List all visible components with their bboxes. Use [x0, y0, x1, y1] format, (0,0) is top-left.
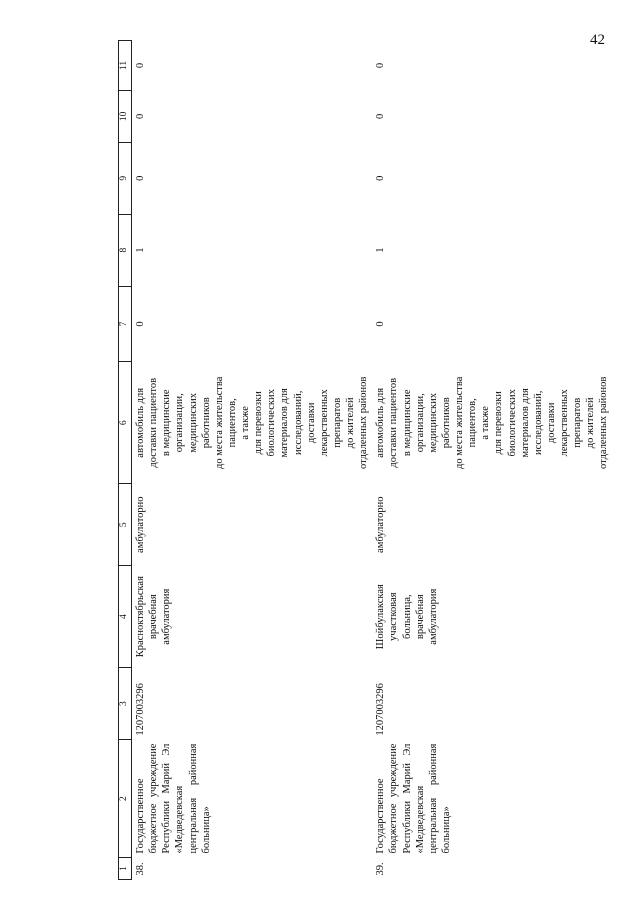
purpose-line: для перевозки [493, 391, 505, 455]
purpose-line: пациентов, [226, 398, 238, 448]
unit-line: амбулатория [427, 588, 439, 645]
purpose-line: доставки [305, 402, 317, 444]
purpose-line: материалов для [519, 388, 531, 458]
purpose-line: автомобиль для [375, 387, 387, 458]
column-number: 3 [119, 668, 132, 740]
purpose-line: материалов для [279, 388, 291, 458]
value-col8: 1 [375, 247, 387, 253]
purpose-cell [132, 362, 373, 484]
mode-cell: амбулаторно [135, 496, 146, 553]
value-col11: 0 [135, 62, 146, 69]
purpose-line: пациентов, [467, 398, 479, 448]
row-number: 39. [375, 862, 387, 876]
column-number: 7 [119, 286, 132, 362]
purpose-line: до жителей [345, 397, 356, 449]
mode-cell: амбулаторно [375, 496, 387, 553]
purpose-line: доставки [545, 402, 557, 444]
unit-cell [132, 566, 373, 668]
org-line: «Медведевская [414, 785, 426, 854]
column-number: 10 [119, 90, 132, 142]
row-number: 38. [135, 862, 146, 876]
column-number: 11 [119, 41, 132, 91]
purpose-line: автомобиль для [135, 387, 146, 458]
purpose-line: в медицинские [161, 389, 173, 457]
org-line: бюджетное учреждение [148, 743, 160, 854]
org-line: центральная районная [427, 743, 439, 854]
purpose-line: работников [200, 397, 212, 449]
org-line: бюджетное учреждение [388, 743, 400, 854]
purpose-line: организации, [414, 393, 426, 453]
purpose-line: препаратов [572, 397, 584, 448]
purpose-line: препаратов [331, 397, 343, 448]
rotated-table-container [118, 40, 638, 880]
purpose-line: в медицинские [401, 389, 413, 457]
unit-line: врачебная [148, 594, 160, 640]
purpose-line: доставки пациентов [148, 377, 160, 468]
column-number: 8 [119, 214, 132, 286]
org-line: Государственное [375, 778, 387, 854]
value-col9: 0 [375, 175, 387, 181]
purpose-line: до жителей [585, 397, 597, 449]
inn-cell: 1207003296 [375, 683, 387, 736]
value-col7: 0 [375, 321, 387, 327]
purpose-line: исследований, [532, 390, 544, 455]
table-row [132, 41, 373, 880]
page-number: 42 [590, 32, 605, 48]
column-number: 6 [119, 362, 132, 484]
value-col7: 0 [135, 321, 146, 327]
column-number: 5 [119, 484, 132, 566]
unit-line: амбулатория [161, 588, 173, 645]
purpose-line: исследований, [292, 390, 304, 455]
org-line: больница» [440, 806, 452, 854]
data-table [118, 40, 613, 880]
column-number: 1 [119, 858, 132, 880]
column-number: 9 [119, 142, 132, 214]
purpose-line: а также [240, 406, 251, 440]
purpose-line: отдаленных районов [598, 376, 610, 469]
unit-line: врачебная [414, 594, 426, 640]
org-line: «Медведевская [174, 785, 186, 854]
organization-cell [372, 740, 612, 858]
purpose-line: до места жительства [213, 376, 225, 469]
purpose-line: биологических [506, 389, 518, 457]
value-col8: 1 [135, 247, 146, 253]
organization-cell [132, 740, 373, 858]
purpose-line: биологических [266, 389, 278, 457]
table-row [372, 41, 612, 880]
purpose-line: для перевозки [253, 391, 265, 455]
value-col9: 0 [135, 175, 146, 181]
purpose-line: организации, [174, 393, 186, 453]
org-line: Государственное [135, 778, 146, 854]
unit-line: участковая больница, [388, 592, 413, 641]
purpose-line: медицинских [187, 392, 199, 453]
purpose-line: медицинских [427, 392, 439, 453]
value-col11: 0 [375, 62, 387, 69]
purpose-line: работников [440, 397, 452, 449]
column-number-row [119, 41, 132, 880]
purpose-line: до места жительства [454, 376, 465, 469]
purpose-line: лекарственных [559, 389, 570, 457]
column-number: 2 [119, 740, 132, 858]
purpose-line: отдаленных районов [358, 376, 370, 469]
org-line: центральная районная [187, 743, 199, 854]
value-col10: 0 [135, 113, 146, 120]
purpose-line: доставки пациентов [388, 377, 400, 468]
purpose-cell [372, 362, 612, 484]
value-col10: 0 [375, 113, 387, 120]
org-line: Республики Марий Эл [401, 743, 413, 854]
purpose-line: а также [480, 406, 492, 440]
org-line: Республики Марий Эл [161, 743, 173, 854]
unit-line: Красноктябрьская [135, 576, 146, 658]
inn-cell: 1207003296 [135, 683, 146, 736]
org-line: больница» [200, 806, 212, 854]
column-number: 4 [119, 566, 132, 668]
purpose-line: лекарственных [318, 389, 330, 457]
unit-cell [372, 566, 612, 668]
unit-line: Шойбулакская [375, 584, 387, 650]
